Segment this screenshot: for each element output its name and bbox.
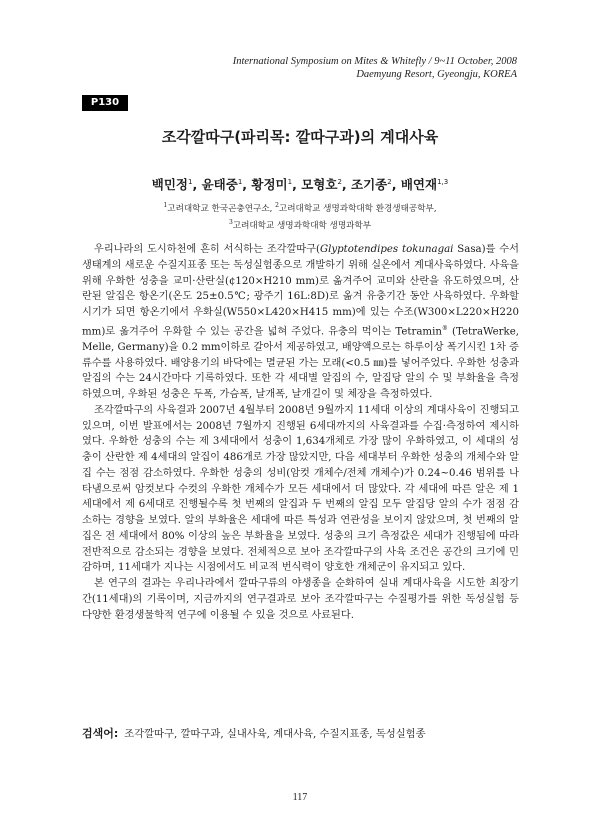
- registered-mark: ®: [441, 324, 448, 332]
- body-text: (TetraWerke, Melle, Germany)을 0.2 mm이하로 갈아서 제공하였고, 배양액으로는 하루이상 폭기시킨 1차 증류수를 사용하였다. 배양용기의 바닥에는 멸균된 가는 모래(<0.5 ㎜)를 넣어주었다. 우화한 성충과 알집의 수는 24시간마다 기록하였다. 또한 각 세대별 알집의 수, 알집당 알의 수 및 부화율을 측정하였으며, 우화된 성충은 두폭, 가슴폭, 날개폭, 날개길이 및 체장을 측정하였다.: [82, 326, 519, 401]
- affiliation-mark: 1: [163, 202, 168, 209]
- author-affiliation-mark: 1: [188, 178, 193, 186]
- affiliation-text: 고려대학교 생명과학대학 환경생태공학부,: [278, 203, 437, 214]
- author-name: 모형호: [301, 177, 338, 193]
- poster-id-badge: P130: [82, 95, 128, 111]
- affiliation-mark: 3: [228, 218, 233, 226]
- conference-venue: Daemyung Resort, Gyeongju, KOREA: [356, 69, 517, 80]
- affiliation-text: 고려대학교 한국곤충연구소,: [167, 203, 276, 214]
- author-name: 윤태중: [201, 177, 238, 193]
- keywords: [82, 727, 522, 741]
- author-affiliation-mark: 2: [387, 178, 392, 186]
- conference-header: [97, 55, 517, 81]
- affiliation-line: [0, 199, 600, 216]
- abstract-paragraph: 조각깔따구의 사육결과 2007년 4월부터 2008년 9월까지 11세대 이상의 계대사육이 진행되고 있으며, 이번 발표에서는 2008년 7월까지 진행된 6세대까지의 사육결과를 수집·측정하여 제시하였다. 우화한 성충의 수는 제 3세대에서 성충이 1,634개체로 가장 많이 우화하였고, 이 세대의 성충이 산란한 제 4세대의 알집이 486개로 가장 많았지만, 다음 세대부터 우화한 성충의 개체수와 알집 수는 점점 감소하였다. 우화한 성충의 성비(암컷 개체수/전체 개체수)가 0.24~0.46 범위를 나타냄으로써 암컷보다 수컷의 우화한 개체수가 모든 세대에서 더 많았다. 각 세대에 따른 알은 제 1세대에서 제 6세대로 진행될수록 첫 번째의 알집과 두 번째의 알집 모두 알집당 알의 수가 점점 감소하는 경향을 보였다. 알의 부화율은 세대에 따른 특성과 연관성을 보이지 않았으며, 첫 번째의 알집은 전 세대에서 80% 이상의 높은 부화율을 보였다. 성충의 크기 측정값은 세대가 진행됨에 따라 전반적으로 감소되는 경향을 보였다. 전체적으로 보아 조각깔따구의 사육 조건은 공간의 크기에 민감하며, 11세대가 지나는 시점에서도 비교적 번식력이 양호한 개체군이 유지되고 있다.: [82, 404, 519, 574]
- affiliation-mark: 2: [275, 202, 279, 209]
- author-name: 배연재: [400, 177, 438, 193]
- author-affiliation-mark: 2: [337, 178, 342, 186]
- author-name: 조기종: [351, 177, 388, 193]
- abstract-body: [82, 242, 519, 623]
- author-affiliation-mark: 1: [287, 178, 293, 186]
- conference-name: International Symposium on Mites & Whitefly / 9~11 October, 2008: [232, 56, 517, 67]
- paper-title: 조각깔따구(파리목: 깔따구과)의 계대사육: [161, 128, 439, 146]
- page-number: 117: [292, 792, 308, 803]
- abstract-paragraph: 본 연구의 결과는 우리나라에서 깔따구류의 야생종을 순화하여 실내 계대사육을 시도한 최장기간(11세대)의 기록이며, 지금까지의 연구결과로 보아 조각깔따구는 수질평가를 위한 독성실험 등 다양한 환경생물학적 연구에 이용될 수 있을 것으로 사료된다.: [82, 578, 519, 621]
- keywords-label: 검색어:: [82, 727, 119, 740]
- species-name: Glyptotendipes tokunagai: [320, 244, 454, 255]
- affiliations: [0, 199, 600, 233]
- body-text: 우리나라의 도시하천에 흔히 서식하는 조각깔따구(: [94, 244, 320, 255]
- author-name: 황정미: [251, 177, 288, 193]
- affiliation-line: [0, 216, 600, 233]
- abstract-paragraph: [82, 242, 519, 403]
- affiliation-text: 고려대학교 생명과학대학 생명과학부: [232, 220, 372, 231]
- body-text: Sasa)를 수서생태계의 새로운 수질지표종 또는 독성실험종으로 개발하기 위해 실온에서 계대사육하였다. 사육을 위해 우화한 성충을 교미·산란실(¢120×H210 mm)로 옮겨주어 교미와 산란을 유도하였으며, 산란된 알집은 항온기(온도 25±0.5℃; 광주기 16L:8D)로 옮겨 유충기간 동안 사육하였다. 우화할 시기가 되면 항온기에서 우화실(W550×L420×H415 mm)에 있는 수조(W300×L220×H220 mm)로 옮겨주어 우화할 수 있는 공간을 넓혀 주었다. 유충의 먹이는 Tetramin: [82, 244, 519, 338]
- keywords-text: 조각깔따구, 깔따구과, 실내사육, 계대사육, 수질지표종, 독성실험종: [124, 728, 426, 740]
- author-list: 백민정$^1$, 윤태중$^1$, 황정미$^1$, 모형호$^2$, 조기종$^2$, 배연재$^{1,3}$: [151, 177, 449, 193]
- author-affiliation-mark: 1: [237, 178, 243, 186]
- author-name: 백민정: [151, 177, 189, 193]
- author-affiliation-mark: 1,3: [437, 178, 449, 186]
